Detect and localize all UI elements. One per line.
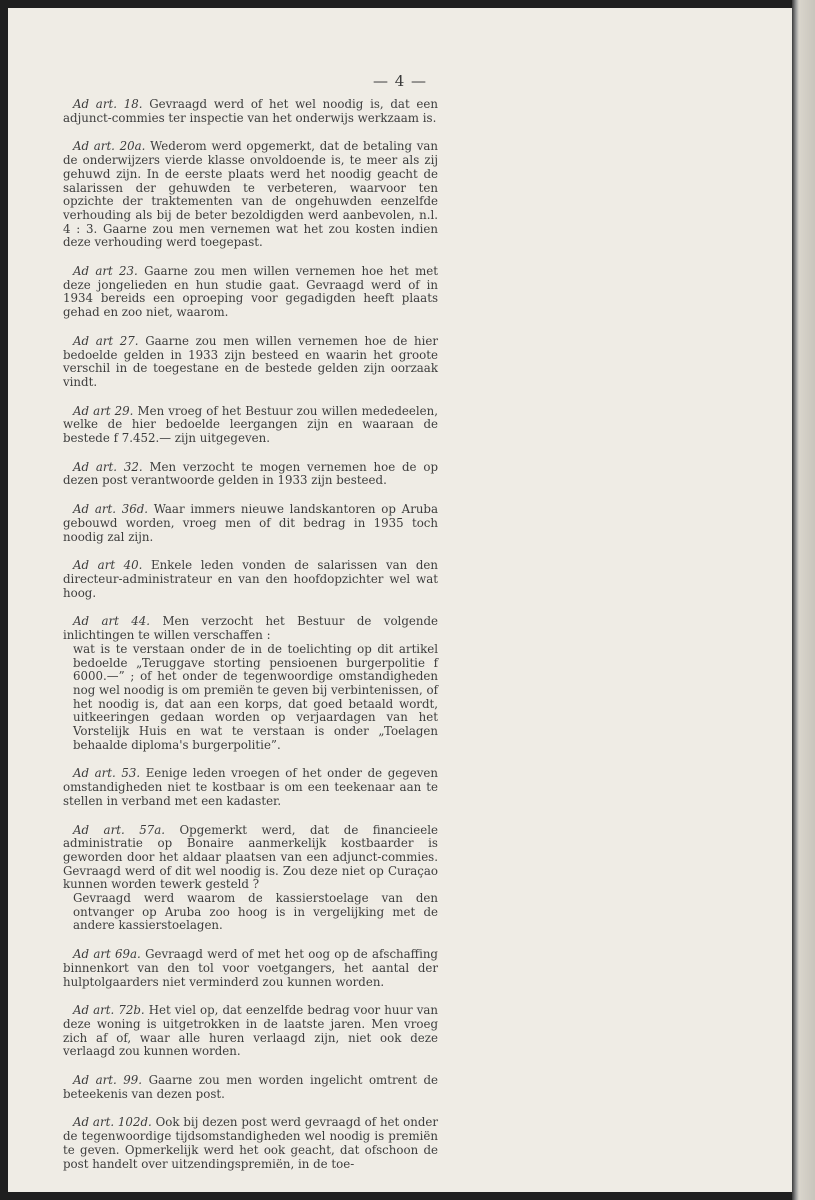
article-reference: Ad art 40. bbox=[73, 558, 143, 573]
paragraph-text: Enkele leden vonden de salarissen van den directeur-administrateur en van den hoofdopzichter wel wat hoog. bbox=[63, 558, 438, 600]
adjacent-page-edge bbox=[792, 0, 815, 1200]
paragraph-text: Wederom werd opgemerkt, dat de betaling van de onderwijzers vierde klasse onvoldoende is, te meer als zij gehuwd zijn. In de eerste plaats werd het noodig geacht de salarissen der gehuwden te verbeteren, waarvoor ten opzichte der traktementen van de ongehuwden eenzelfde verhouding als bij de beter bezoldigden werd aanbevolen, n.l. 4 : 3. Gaarne zou men vernemen wat het zou kosten indien deze verhouding werd toegepast. bbox=[63, 139, 439, 250]
article-reference: Ad art 44. bbox=[73, 614, 151, 629]
page-body bbox=[63, 98, 438, 1171]
article-reference: Ad art. 72b. bbox=[73, 1003, 145, 1018]
paragraph-text: Eenige leden vroegen of het onder de gegeven omstandigheden niet te kostbaar is om een teekenaar aan te stellen in verband met een kadaster. bbox=[63, 766, 439, 808]
article-reference: Ad art. 36d. bbox=[73, 502, 149, 517]
paragraph-text: Gevraagd werd of het wel noodig is, dat een adjunct-commies ter inspectie van het onderwijs werkzaam is. bbox=[63, 97, 438, 125]
paragraph-text: Gaarne zou men willen vernemen hoe de hier bedoelde gelden in 1933 zijn besteed en waarin het groote verschil in de toegestane en de bestede gelden zijn oorzaak vindt. bbox=[63, 333, 438, 389]
article-reference: Ad art 23. bbox=[73, 264, 138, 279]
paragraph-art-57a bbox=[63, 824, 438, 934]
article-reference: Ad art. 32. bbox=[73, 459, 143, 474]
article-reference: Ad art. 102d. bbox=[73, 1115, 152, 1130]
paragraph-art-99 bbox=[63, 1074, 438, 1101]
article-reference: Ad art. 57a. bbox=[73, 822, 166, 837]
paragraph-text: Men verzocht het Bestuur de volgende inlichtingen te willen verschaffen : bbox=[63, 614, 438, 643]
paragraph-text: Het viel op, dat eenzelfde bedrag voor huur van deze woning is uitgetrokken in de laatste jaren. Men vroeg zich af of, waar alle huren verlaagd zijn, niet ook deze verlaagd zou kunnen worden. bbox=[63, 1003, 439, 1059]
paragraph-art-29 bbox=[63, 405, 438, 446]
paragraph-art-102d bbox=[63, 1116, 438, 1171]
article-reference: Ad art 27. bbox=[73, 333, 139, 348]
article-reference: Ad art 29. bbox=[73, 403, 134, 418]
article-reference: Ad art 69a. bbox=[73, 947, 141, 962]
paragraph-art-23 bbox=[63, 265, 438, 320]
paragraph-art-72b bbox=[63, 1004, 438, 1059]
document-page bbox=[8, 8, 792, 1192]
paragraph-continuation: wat is te verstaan onder de in de toelichting op dit artikel bedoelde „Teruggave storting pensioenen burgerpolitie f 6000.—” ; of het onder de tegenwoordige omstandigheden nog wel noodig is om premiën te geven bij verbintenissen, of het noodig is, dat aan een korps, dat goed betaald wordt, uitkeeringen gedaan worden op verjaardagen van het Vorstelijk Huis en wat te verstaan is onder „Toelagen behaalde diploma's burgerpolitie”. bbox=[73, 641, 438, 752]
page-number: — 4 — bbox=[372, 72, 428, 90]
paragraph-art-32 bbox=[63, 461, 438, 488]
paragraph-text: Gaarne zou men willen vernemen hoe het met deze jongelieden en hun studie gaat. Gevraagd werd of in 1934 bereids een oproeping voor gegadigden heeft plaats gehad en zoo niet, waarom. bbox=[63, 264, 438, 320]
article-reference: Ad art. 99. bbox=[73, 1073, 143, 1088]
article-reference: Ad art. 53. bbox=[73, 766, 141, 781]
article-reference: Ad art. 20a. bbox=[73, 139, 146, 154]
paragraph-art-40 bbox=[63, 559, 438, 600]
paragraph-text: Men vroeg of het Bestuur zou willen mededeelen, welke de hier bedoelde leergangen zijn en waaraan de bestede f 7.452.— zijn uitgegeven. bbox=[63, 403, 438, 446]
paragraph-art-36d bbox=[63, 503, 438, 544]
paragraph-art-27 bbox=[63, 335, 438, 390]
paragraph-art-69a bbox=[63, 948, 438, 989]
paragraph-art-44 bbox=[63, 615, 438, 752]
paragraph-art-53 bbox=[63, 767, 438, 808]
paragraph-text: Men verzocht te mogen vernemen hoe de op dezen post verantwoorde gelden in 1933 zijn besteed. bbox=[63, 459, 438, 488]
paragraph-text: Ook bij dezen post werd gevraagd of het onder de tegenwoordige tijdsomstandigheden wel noodig is premiën te geven. Opmerkelijk werd het ook geacht, dat ofschoon de post handelt over uitzendingspremiën, in de toe- bbox=[63, 1115, 438, 1171]
paragraph-art-20a bbox=[63, 140, 438, 250]
paragraph-text: Gevraagd werd of met het oog op de afschaffing binnenkort van den tol voor voetgangers, het aantal der hulptolgaarders niet verminderd zou kunnen worden. bbox=[63, 947, 438, 989]
paragraph-text: Waar immers nieuwe landskantoren op Aruba gebouwd worden, vroeg men of dit bedrag in 1935 toch noodig zal zijn. bbox=[63, 502, 439, 544]
paragraph-continuation: Gevraagd werd waarom de kassierstoelage van den ontvanger op Aruba zoo hoog is in vergelijking met de andere kassierstoelagen. bbox=[73, 891, 438, 933]
paragraph-art-18 bbox=[63, 98, 438, 125]
paragraph-text: Opgemerkt werd, dat de financieele administratie op Bonaire aanmerkelijk kostbaarder is geworden door het aldaar plaatsen van een adjunct-commies. Gevraagd werd of dit wel noodig is. Zou deze niet op Curaçao kunnen worden tewerk gesteld ? bbox=[63, 822, 439, 892]
article-reference: Ad art. 18. bbox=[73, 97, 143, 111]
paragraph-text: Gaarne zou men worden ingelicht omtrent de beteekenis van dezen post. bbox=[63, 1073, 438, 1101]
